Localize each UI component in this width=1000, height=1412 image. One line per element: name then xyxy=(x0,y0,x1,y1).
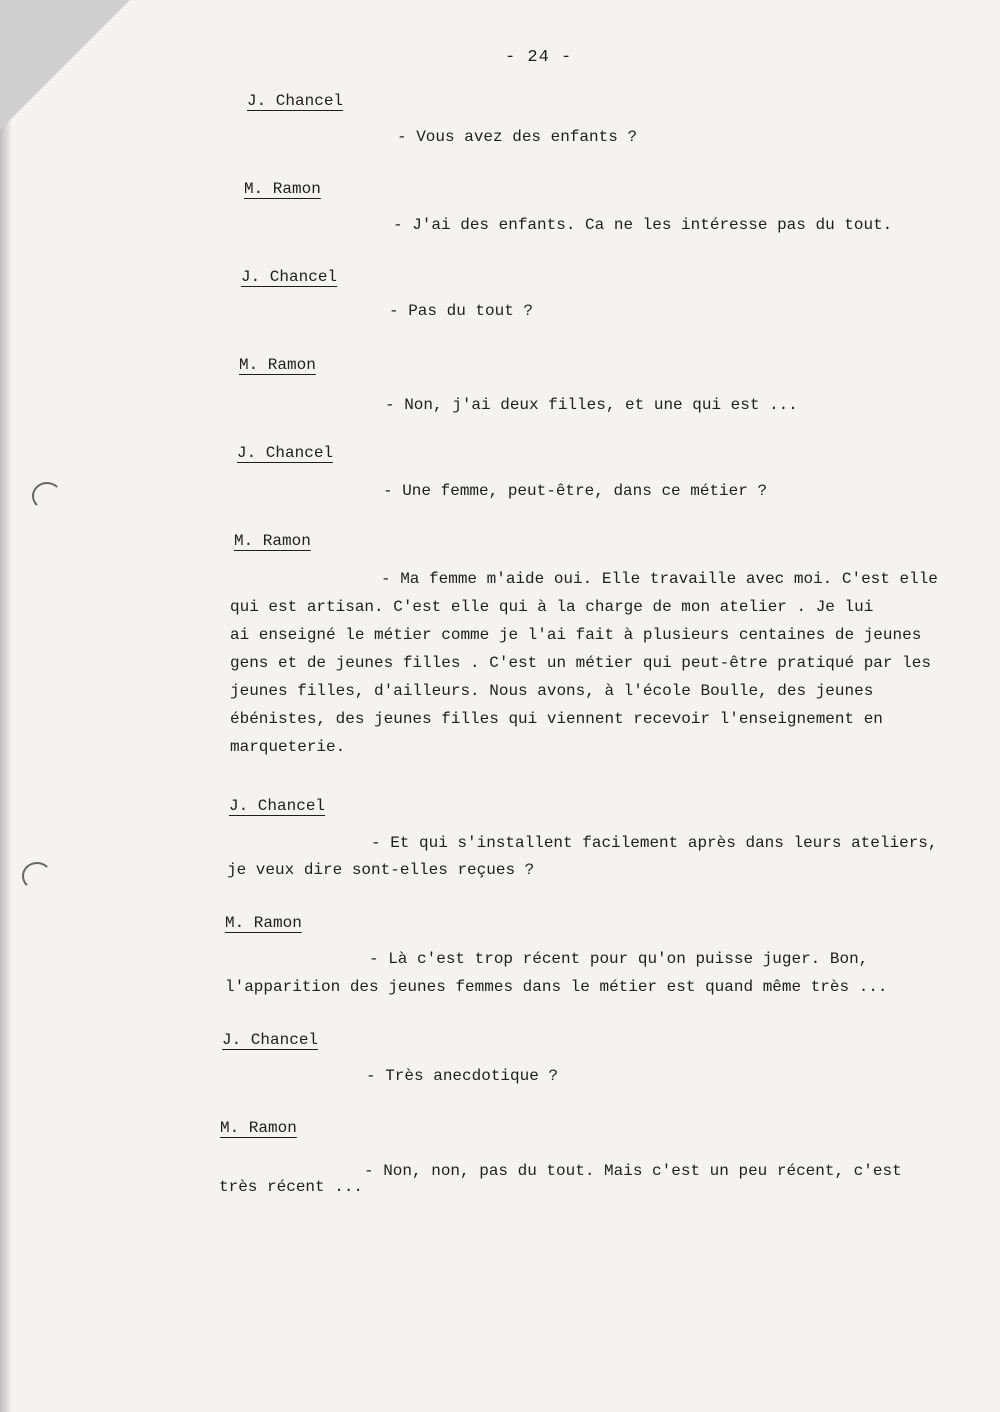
dialogue-line: - Là c'est trop récent pour qu'on puisse juger. Bon, xyxy=(369,950,869,968)
punch-hole-icon xyxy=(22,862,52,890)
dialogue-line: qui est artisan. C'est elle qui à la charge de mon atelier . Je lui xyxy=(230,598,874,616)
speaker-label: M. Ramon xyxy=(220,1119,297,1137)
speaker-label: M. Ramon xyxy=(244,180,321,198)
dialogue-line: gens et de jeunes filles . C'est un métier qui peut-être pratiqué par les xyxy=(230,654,931,672)
dialogue-line: - Une femme, peut-être, dans ce métier ? xyxy=(383,482,768,500)
dialogue-line: marqueterie. xyxy=(230,738,346,756)
dialogue-line: - Pas du tout ? xyxy=(389,302,534,320)
page-number: - 24 - xyxy=(505,48,573,67)
page-edge-shadow xyxy=(0,0,12,1412)
dialogue-line: ébénistes, des jeunes filles qui viennent recevoir l'enseignement en xyxy=(230,710,883,728)
folded-corner xyxy=(0,0,130,130)
dialogue-line: très récent ... xyxy=(219,1178,364,1196)
speaker-label: J. Chancel xyxy=(247,92,344,110)
speaker-label: M. Ramon xyxy=(225,914,302,932)
dialogue-line: - Très anecdotique ? xyxy=(366,1067,559,1085)
dialogue-line: - Non, non, pas du tout. Mais c'est un peu récent, c'est xyxy=(364,1162,902,1180)
dialogue-line: jeunes filles, d'ailleurs. Nous avons, à l'école Boulle, des jeunes xyxy=(230,682,874,700)
speaker-label: M. Ramon xyxy=(234,532,311,550)
punch-hole-icon xyxy=(32,482,62,510)
dialogue-line: ai enseigné le métier comme je l'ai fait à plusieurs centaines de jeunes xyxy=(230,626,922,644)
dialogue-line: - Ma femme m'aide oui. Elle travaille avec moi. C'est elle xyxy=(381,570,938,588)
dialogue-line: - J'ai des enfants. Ca ne les intéresse pas du tout. xyxy=(393,216,893,234)
speaker-label: J. Chancel xyxy=(241,268,338,286)
dialogue-line: - Et qui s'installent facilement après dans leurs ateliers, xyxy=(371,834,938,852)
speaker-label: J. Chancel xyxy=(222,1031,319,1049)
dialogue-line: je veux dire sont-elles reçues ? xyxy=(227,861,535,879)
speaker-label: J. Chancel xyxy=(237,444,334,462)
dialogue-line: - Vous avez des enfants ? xyxy=(397,128,638,146)
dialogue-line: l'apparition des jeunes femmes dans le métier est quand même très ... xyxy=(225,978,888,996)
speaker-label: J. Chancel xyxy=(229,797,326,815)
dialogue-line: - Non, j'ai deux filles, et une qui est ... xyxy=(385,396,798,414)
speaker-label: M. Ramon xyxy=(239,356,316,374)
